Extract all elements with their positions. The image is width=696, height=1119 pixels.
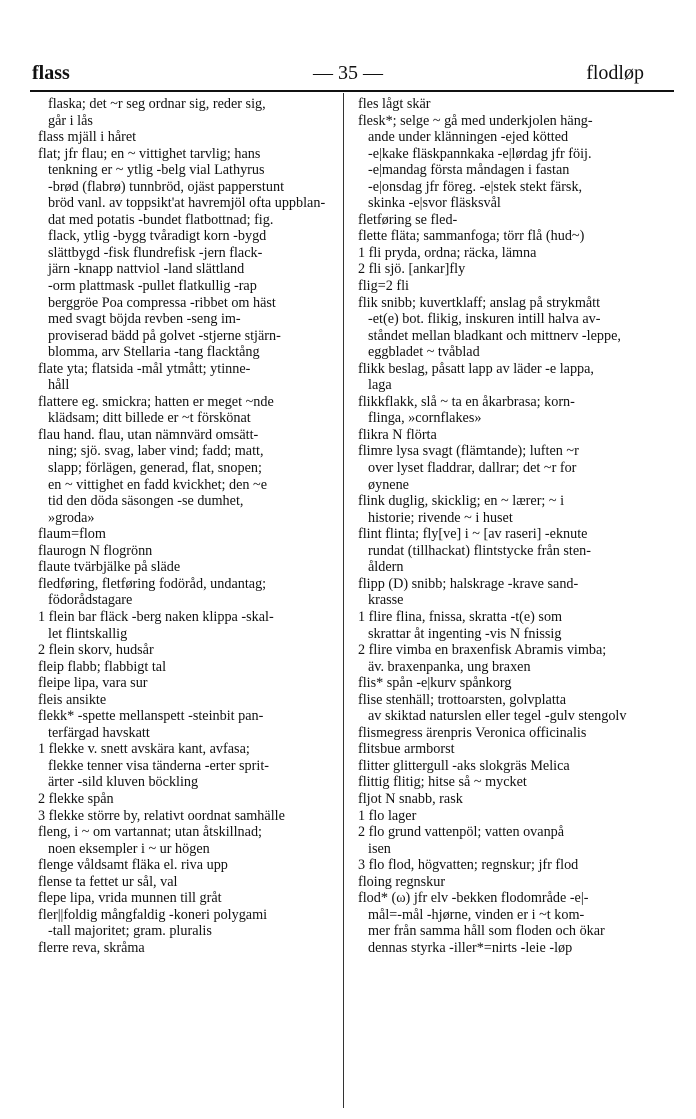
dictionary-line: fler||foldig mångfaldig -koneri polygami [38,906,268,923]
dictionary-line: tenkning er ~ ytlig -belg vial Lathyrus [48,162,265,179]
dictionary-line: med svagt böjda revben -seng im- [48,311,241,328]
dictionary-line: fleip flabb; flabbigt tal [38,658,167,675]
dictionary-line: flaum=flom [38,526,106,543]
dictionary-line: »groda» [48,509,95,526]
left-column [38,96,334,956]
dictionary-line: flate yta; flatsida -mål ytmått; ytinne- [38,360,251,377]
dictionary-line: klädsam; ditt billede er ~t förskönat [48,410,251,427]
dictionary-line: mål=-mål -hjørne, vinden er i ~t kom- [368,906,585,923]
dictionary-line: 1 flekke v. snett avskära kant, avfasa; [38,741,250,758]
dictionary-line: proviserad bädd på golvet -stjerne stjärn- [48,327,281,344]
dictionary-line: mer från samma håll som floden och ökar [368,923,605,940]
dictionary-line: over lyset fladdrar, dallrar; det ~r for [368,460,577,477]
dictionary-line: 2 flekke spån [38,790,114,807]
dictionary-line: flette fläta; sammanfoga; törr flå (hud~) [358,228,585,245]
dictionary-line: ande under klänningen -ejed kötted [368,129,569,146]
dictionary-line: flint flinta; fly[ve] i ~ [av raseri] -eknute [358,526,588,543]
dictionary-line: tid den döda säsongen -se dumhet, [48,493,244,510]
dictionary-line: fledføring, fletføring fodöråd, undantag; [38,575,267,592]
dictionary-line: flekke tenner visa tänderna -erter sprit- [48,757,269,774]
dictionary-line: 2 flo grund vattenpöl; vatten ovanpå [358,824,565,841]
dictionary-line: åldern [368,559,404,576]
dictionary-line: 2 flire vimba en braxenfisk Abramis vimba; [358,642,607,659]
dictionary-line: flaute tvärbjälke på släde [38,559,181,576]
dictionary-line: laga [368,377,392,394]
dictionary-line: flitter glittergull -aks slokgräs Melica [358,757,570,774]
dictionary-line: flikkflakk, slå ~ ta en åkarbrasa; korn- [358,393,575,410]
dictionary-line: flismegress ärenpris Veronica officinalis [358,724,587,741]
dictionary-line: flitsbue armborst [358,741,455,758]
dictionary-line: flikra N flörta [358,426,437,443]
dictionary-line: bröd vanl. av toppsikt'at havremjöl ofta uppblan- [48,195,326,212]
dictionary-line: skrattar åt ingenting -vis N fnissig [368,625,562,642]
dictionary-line: berggröe Poa compressa -ribbet om häst [48,294,276,311]
dictionary-line: järn -knapp nattviol -land slättland [48,261,245,278]
dictionary-line: let flintskallig [48,625,128,642]
dictionary-line: -brød (flabrø) tunnbröd, ojäst papperstunt [48,178,285,195]
left-guide-word: flass [32,62,70,84]
dictionary-line: flink duglig, skicklig; en ~ lærer; ~ i [358,493,565,510]
dictionary-line: dennas styrka -iller*=nirts -leie -løp [368,939,573,956]
dictionary-line: flense ta fettet ur sål, val [38,873,178,890]
dictionary-line: ärter -sild kluven böckling [48,774,199,791]
dictionary-line: flittig flitig; hitse så ~ mycket [358,774,527,791]
dictionary-line: -tall majoritet; gram. pluralis [48,923,212,940]
dictionary-line: isen [368,840,391,857]
dictionary-line: flikk beslag, påsatt lapp av läder -e lappa, [358,360,594,377]
dictionary-line: slapp; förlägen, generad, flat, snopen; [48,460,262,477]
dictionary-line: fleis ansikte [38,691,107,708]
column-divider [343,93,344,1108]
header-rule [30,90,674,92]
dictionary-line: krasse [368,592,404,609]
dictionary-line: fletføring se fled- [358,211,458,228]
dictionary-line: historie; rivende ~ i huset [368,509,513,526]
dictionary-line: terfärgad havskatt [48,724,150,741]
dictionary-line: -e|onsdag jfr föreg. -e|stek stekt färsk, [368,178,583,195]
dictionary-line: flesk*; selge ~ gå med underkjolen häng- [358,112,593,129]
dictionary-line: ståndet mellan bladkant och mittnerv -leppe, [368,327,621,344]
dictionary-line: flig=2 fli [358,278,409,295]
dictionary-line: flaska; det ~r seg ordnar sig, reder sig, [48,96,266,112]
page-header [0,58,696,92]
dictionary-line: 2 fli sjö. [ankar]fly [358,261,466,278]
dictionary-line: ning; sjö. svag, laber vind; fadd; matt, [48,443,264,460]
dictionary-line: flass mjäll i håret [38,129,137,146]
dictionary-line: øynene [368,476,409,493]
dictionary-line: flack, ytlig -bygg tvåradigt korn -bygd [48,228,267,245]
dictionary-line: flise stenhäll; trottoarsten, golvplatta [358,691,567,708]
dictionary-line: eggbladet ~ tvåblad [368,344,480,361]
dictionary-line: flattere eg. smickra; hatten er meget ~nde [38,393,274,410]
dictionary-line: flat; jfr flau; en ~ vittighet tarvlig; hans [38,145,261,162]
dictionary-line: går i lås [48,112,93,129]
dictionary-line: flod* (ω) jfr elv -bekken flodområde -e|- [358,890,589,907]
dictionary-line: flau hand. flau, utan nämnvärd omsätt- [38,426,259,443]
dictionary-line: 1 flire flina, fnissa, skratta -t(e) som [358,608,563,625]
dictionary-line: floing regnskur [358,873,446,890]
dictionary-line: en ~ vittighet en fadd kvickhet; den ~e [48,476,268,493]
page-number: — 35 — [313,62,383,84]
dictionary-line: äv. braxenpanka, ung braxen [368,658,531,675]
dictionary-line: -e|kake fläskpannkaka -e|lørdag jfr föij. [368,145,592,162]
dictionary-line: skinka -e|svor fläsksvål [368,195,501,212]
dictionary-line: flis* spån -e|kurv spånkorg [358,675,512,692]
dictionary-line: flaurogn N flogrönn [38,542,153,559]
dictionary-line: 1 flo lager [358,807,417,824]
dictionary-line: -et(e) bot. flikig, inskuren intill halva av- [368,311,601,328]
dictionary-line: flinga, »cornflakes» [368,410,482,427]
dictionary-line: flik snibb; kuvertklaff; anslag på strykmått [358,294,601,311]
dictionary-line: flekk* -spette mellanspett -steinbit pan- [38,708,264,725]
dictionary-line: fljot N snabb, rask [358,790,463,807]
dictionary-line: flerre reva, skråma [38,939,145,956]
dictionary-line: fleipe lipa, vara sur [38,675,148,692]
dictionary-line: noen eksempler i ~ ur högen [48,840,210,857]
dictionary-line: dat med potatis -bundet flatbottnad; fig. [48,211,274,228]
right-guide-word: flodløp [586,62,644,84]
dictionary-line: flepe lipa, vrida munnen till gråt [38,890,222,907]
dictionary-line: håll [48,377,70,394]
dictionary-line: av skiktad naturslen eller tegel -gulv stengolv [368,708,627,725]
dictionary-line: 3 flekke större by, relativt oordnat samhälle [38,807,285,824]
dictionary-line: rundat (tillhackat) flintstycke från sten- [368,542,591,559]
dictionary-line: slättbygd -fisk flundrefisk -jern flack- [48,244,263,261]
dictionary-line: -orm plattmask -pullet flatkullig -rap [48,278,257,295]
right-column [358,96,666,956]
dictionary-line: flenge våldsamt fläka el. riva upp [38,857,228,874]
dictionary-line: blomma, arv Stellaria -tang flacktång [48,344,260,361]
dictionary-line: 2 flein skorv, hudsår [38,642,154,659]
dictionary-line: 1 flein bar fläck -berg naken klippa -skal- [38,608,274,625]
dictionary-line: 3 flo flod, högvatten; regnskur; jfr flod [358,857,579,874]
dictionary-line: fles lågt skär [358,96,431,112]
dictionary-line: födorådstagare [48,592,133,609]
dictionary-line: -e|mandag första måndagen i fastan [368,162,570,179]
dictionary-line: flipp (D) snibb; halskrage -krave sand- [358,575,579,592]
dictionary-line: fleng, i ~ om vartannat; utan åtskillnad; [38,824,262,841]
dictionary-line: 1 fli pryda, ordna; räcka, lämna [358,244,537,261]
dictionary-line: flimre lysa svagt (flämtande); luften ~r [358,443,579,460]
